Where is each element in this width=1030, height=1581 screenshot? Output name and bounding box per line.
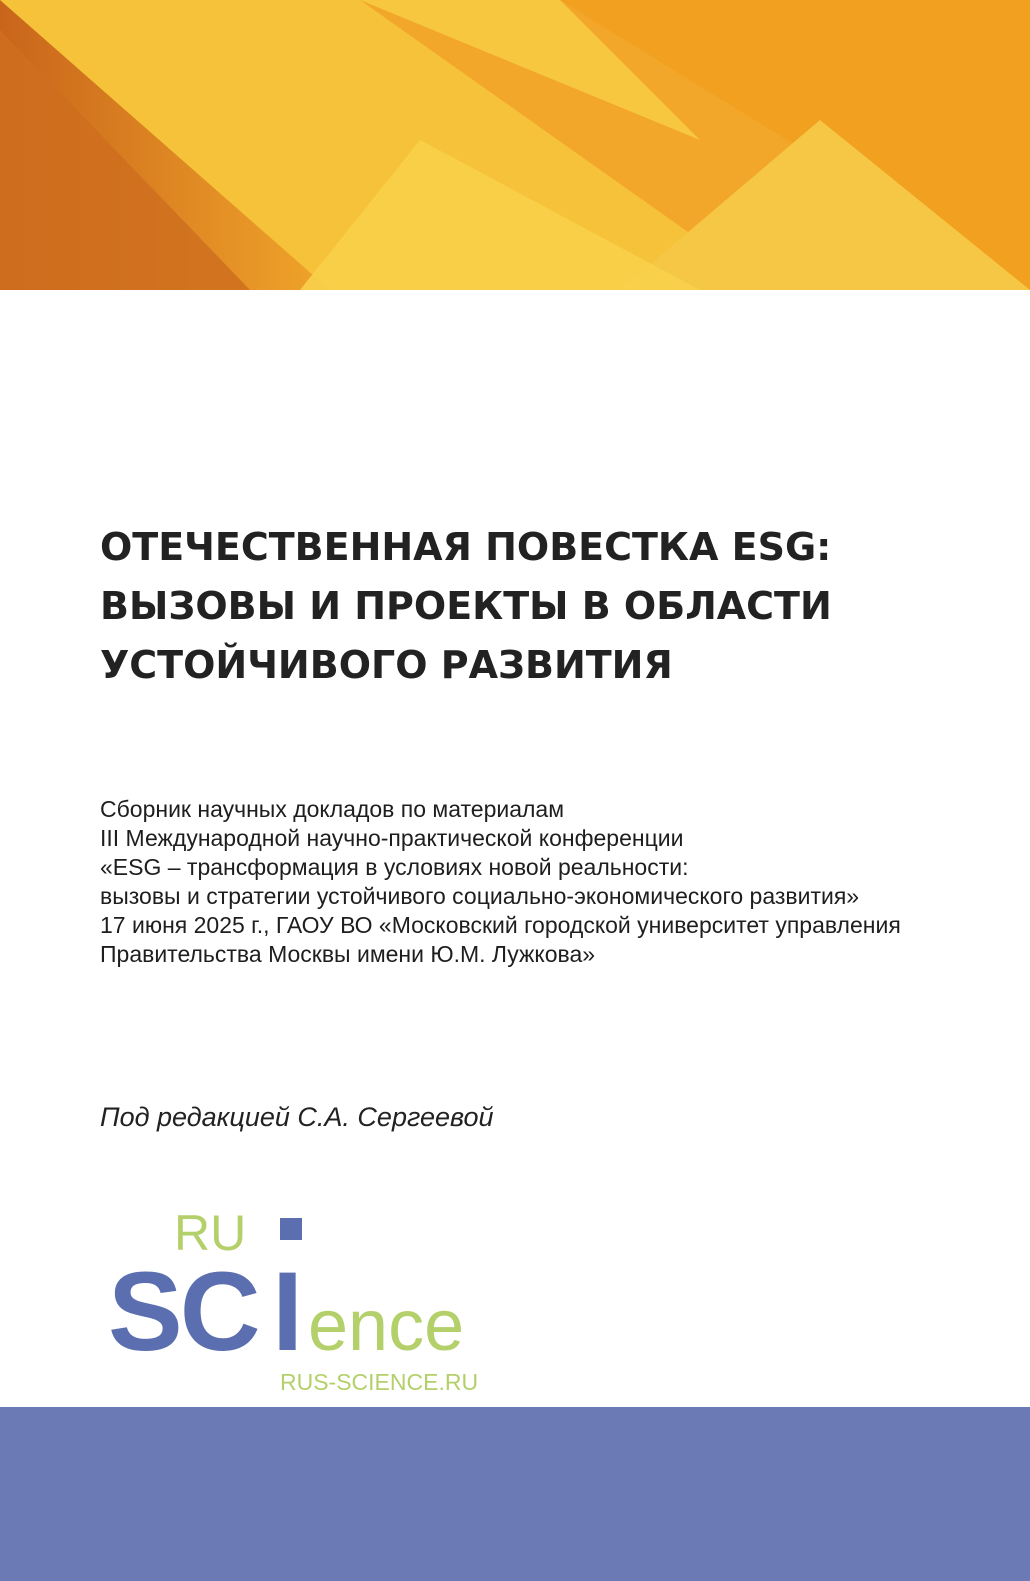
logo-ru-text: RU xyxy=(174,1210,247,1261)
editor-credit: Под редакцией С.А. Сергеевой xyxy=(100,1102,494,1132)
logo-ence-text: ence xyxy=(308,1286,465,1366)
subtitle-line-5: 17 июня 2025 г., ГАОУ ВО «Московский городской университет управления xyxy=(100,912,901,938)
book-title xyxy=(100,518,1000,695)
rus-science-logo xyxy=(108,1210,548,1400)
subtitle-line-2: III Международной научно-практической конференции xyxy=(100,825,684,851)
logo-i-dot xyxy=(280,1218,302,1240)
title-line-3: УСТОЙЧИВОГО РАЗВИТИЯ xyxy=(100,643,673,687)
rus-science-logo-graphic xyxy=(108,1210,548,1400)
top-decorative-banner xyxy=(0,0,1030,290)
banner-triangles-graphic xyxy=(0,0,1030,290)
title-line-2: ВЫЗОВЫ И ПРОЕКТЫ В ОБЛАСТИ xyxy=(100,584,832,628)
title-line-1: ОТЕЧЕСТВЕННАЯ ПОВЕСТКА ESG: xyxy=(100,525,832,569)
subtitle-line-4: вызовы и стратегии устойчивого социально-экономического развития» xyxy=(100,883,860,909)
logo-url-text: RUS-SCIENCE.RU xyxy=(280,1369,479,1395)
subtitle-line-6: Правительства Москвы имени Ю.М. Лужкова» xyxy=(100,941,596,967)
subtitle-line-1: Сборник научных докладов по материалам xyxy=(100,796,565,822)
subtitle-line-3: «ESG – трансформация в условиях новой реальности: xyxy=(100,854,689,880)
logo-i-text: I xyxy=(272,1249,304,1374)
bottom-color-band xyxy=(0,1407,1030,1581)
logo-sc-text: SC xyxy=(108,1249,258,1374)
book-subtitle xyxy=(100,795,1000,969)
